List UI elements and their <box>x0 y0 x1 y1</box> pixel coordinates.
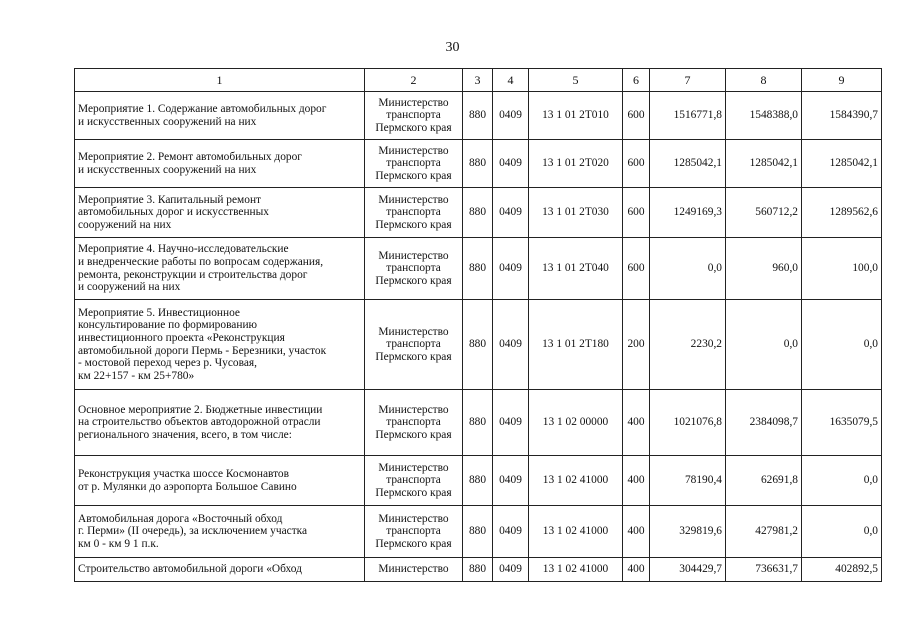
ministry-name: Министерство транспорта Пермского края <box>375 145 452 182</box>
cell-ministry-code: 880 <box>463 140 493 188</box>
activity-name: Мероприятие 3. Капитальный ремонт автомобильных дорог и искусственных сооружений на них <box>78 193 269 231</box>
cell-amount-year1: 1285042,1 <box>650 140 726 188</box>
cell-ministry-code: 880 <box>463 300 493 390</box>
table-row <box>75 188 882 238</box>
cell-amount-year3: 1584390,7 <box>802 92 882 140</box>
cell-expense-type: 600 <box>623 92 650 140</box>
cell-target-code: 13 1 02 00000 <box>529 390 623 456</box>
ministry-name: Министерство транспорта Пермского края <box>375 97 452 134</box>
cell-amount-year3: 402892,5 <box>802 558 882 582</box>
cell-amount-year3: 0,0 <box>802 300 882 390</box>
cell-amount-year3: 1289562,6 <box>802 188 882 238</box>
cell-section-code: 0409 <box>493 456 529 506</box>
cell-target-code: 13 1 01 2Т010 <box>529 92 623 140</box>
cell-expense-type: 600 <box>623 188 650 238</box>
cell-target-code: 13 1 02 41000 <box>529 558 623 582</box>
cell-amount-year1: 329819,6 <box>650 506 726 558</box>
cell-ministry-code: 880 <box>463 188 493 238</box>
header-cell: 3 <box>463 69 493 92</box>
activity-name: Основное мероприятие 2. Бюджетные инвестиции на строительство объектов автодорожной отрасли регионального значения, всего, в том числе: <box>78 403 323 441</box>
table-row <box>75 456 882 506</box>
header-cell: 9 <box>802 69 882 92</box>
header-cell: 1 <box>75 69 365 92</box>
cell-amount-year1: 1249169,3 <box>650 188 726 238</box>
cell-expense-type: 600 <box>623 140 650 188</box>
cell-amount-year1: 2230,2 <box>650 300 726 390</box>
cell-ministry-code: 880 <box>463 558 493 582</box>
cell-amount-year2: 427981,2 <box>726 506 802 558</box>
cell-expense-type: 400 <box>623 456 650 506</box>
header-row <box>75 69 882 92</box>
cell-section-code: 0409 <box>493 238 529 300</box>
table-row <box>75 92 882 140</box>
cell-amount-year3: 1635079,5 <box>802 390 882 456</box>
cell-target-code: 13 1 02 41000 <box>529 456 623 506</box>
table-row <box>75 390 882 456</box>
cell-amount-year3: 0,0 <box>802 456 882 506</box>
activity-name: Мероприятие 2. Ремонт автомобильных дорог и искусственных сооружений на них <box>78 150 302 176</box>
cell-amount-year2: 62691,8 <box>726 456 802 506</box>
header-cell: 7 <box>650 69 726 92</box>
header-cell: 8 <box>726 69 802 92</box>
cell-expense-type: 400 <box>623 558 650 582</box>
ministry-name: Министерство транспорта Пермского края <box>375 513 452 550</box>
cell-section-code: 0409 <box>493 300 529 390</box>
ministry-name: Министерство транспорта Пермского края <box>375 194 452 231</box>
ministry-name: Министерство транспорта Пермского края <box>375 462 452 499</box>
cell-expense-type: 200 <box>623 300 650 390</box>
cell-target-code: 13 1 01 2Т040 <box>529 238 623 300</box>
cell-ministry-code: 880 <box>463 92 493 140</box>
activity-name: Автомобильная дорога «Восточный обход г. Перми» (II очередь), за исключением участка км 0 - км 9 1 п.к. <box>78 512 308 550</box>
cell-expense-type: 400 <box>623 506 650 558</box>
ministry-name: Министерство <box>378 563 449 576</box>
cell-ministry-code: 880 <box>463 390 493 456</box>
ministry-name: Министерство транспорта Пермского края <box>375 404 452 441</box>
cell-section-code: 0409 <box>493 140 529 188</box>
cell-expense-type: 600 <box>623 238 650 300</box>
cell-target-code: 13 1 02 41000 <box>529 506 623 558</box>
table-row <box>75 140 882 188</box>
table-row <box>75 558 882 582</box>
cell-amount-year3: 1285042,1 <box>802 140 882 188</box>
table-row <box>75 506 882 558</box>
cell-amount-year2: 2384098,7 <box>726 390 802 456</box>
activity-name: Мероприятие 1. Содержание автомобильных дорог и искусственных сооружений на них <box>78 102 327 128</box>
cell-ministry-code: 880 <box>463 506 493 558</box>
header-cell: 4 <box>493 69 529 92</box>
cell-ministry-code: 880 <box>463 238 493 300</box>
activity-name: Реконструкция участка шоссе Космонавтов от р. Мулянки до аэропорта Большое Савино <box>78 467 297 493</box>
cell-amount-year1: 78190,4 <box>650 456 726 506</box>
cell-section-code: 0409 <box>493 188 529 238</box>
cell-amount-year1: 1516771,8 <box>650 92 726 140</box>
cell-amount-year2: 1548388,0 <box>726 92 802 140</box>
cell-ministry-code: 880 <box>463 456 493 506</box>
header-cell: 2 <box>365 69 463 92</box>
activity-name: Мероприятие 4. Научно-исследовательские и внедренческие работы по вопросам содержания, ремонта, реконструкции и строительства дорог и сооружений на них <box>78 243 324 294</box>
ministry-name: Министерство транспорта Пермского края <box>375 250 452 287</box>
cell-amount-year1: 304429,7 <box>650 558 726 582</box>
cell-target-code: 13 1 01 2Т030 <box>529 188 623 238</box>
header-cell: 6 <box>623 69 650 92</box>
cell-amount-year2: 0,0 <box>726 300 802 390</box>
cell-amount-year2: 960,0 <box>726 238 802 300</box>
page-number: 30 <box>445 40 460 55</box>
cell-section-code: 0409 <box>493 92 529 140</box>
cell-expense-type: 400 <box>623 390 650 456</box>
cell-amount-year2: 736631,7 <box>726 558 802 582</box>
table-row <box>75 300 882 390</box>
activity-name: Строительство автомобильной дороги «Обход <box>78 563 302 576</box>
header-cell: 5 <box>529 69 623 92</box>
cell-amount-year1: 0,0 <box>650 238 726 300</box>
cell-amount-year2: 560712,2 <box>726 188 802 238</box>
table-row <box>75 238 882 300</box>
cell-section-code: 0409 <box>493 390 529 456</box>
cell-section-code: 0409 <box>493 506 529 558</box>
activity-name: Мероприятие 5. Инвестиционное консультирование по формированию инвестиционного проекта «Реконструкция автомобильной дороги Пермь - Березники, участок - мостовой переход через р. Чусовая, км 22+157 - км 25+780» <box>78 306 327 382</box>
cell-amount-year3: 0,0 <box>802 506 882 558</box>
ministry-name: Министерство транспорта Пермского края <box>375 326 452 363</box>
cell-amount-year2: 1285042,1 <box>726 140 802 188</box>
cell-amount-year1: 1021076,8 <box>650 390 726 456</box>
cell-section-code: 0409 <box>493 558 529 582</box>
budget-table <box>74 68 882 582</box>
cell-target-code: 13 1 01 2Т020 <box>529 140 623 188</box>
cell-amount-year3: 100,0 <box>802 238 882 300</box>
cell-target-code: 13 1 01 2Т180 <box>529 300 623 390</box>
